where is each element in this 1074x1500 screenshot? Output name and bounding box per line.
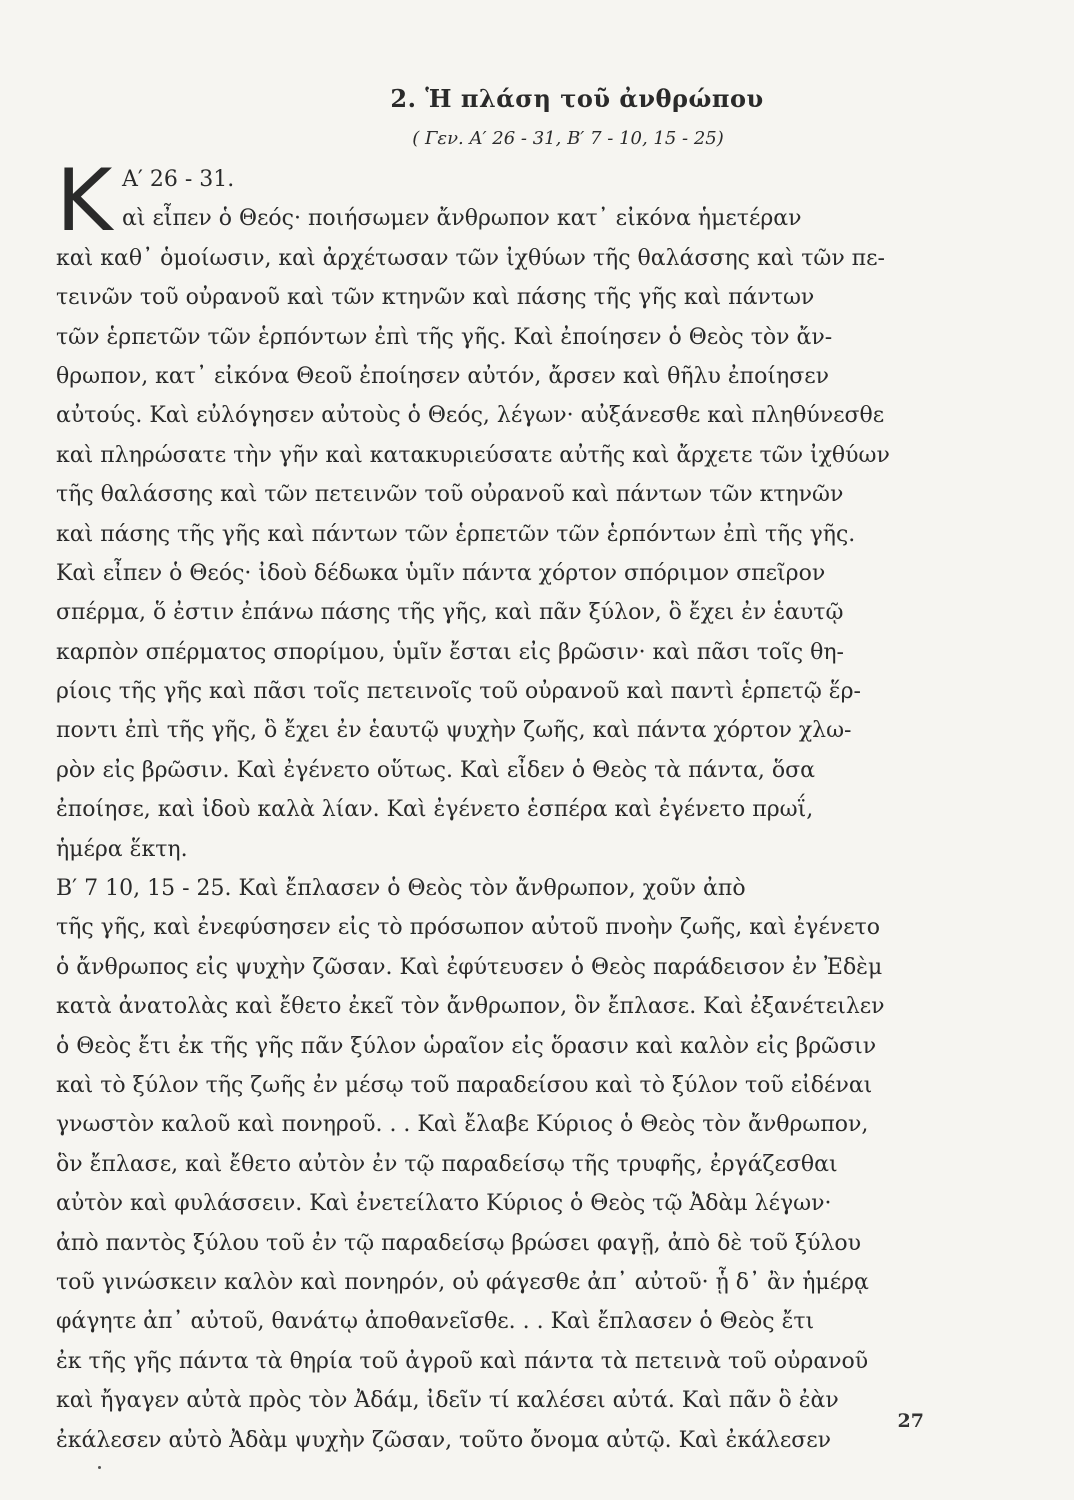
scripture-reference: ( Γεν. Α′ 26 - 31, Β′ 7 - 10, 15 - 25) (412, 128, 724, 149)
text-line-21: ὁ ἄνθρωπος εἰς ψυχὴν ζῶσαν. Καὶ ἐφύτευσεν ὁ Θεὸς παράδεισον ἐν Ἐδὲμ (56, 954, 883, 980)
text-line-3: καὶ καθ᾽ ὁμοίωσιν, καὶ ἀρχέτωσαν τῶν ἰχθύων τῆς θαλάσσης καὶ τῶν πε- (56, 245, 885, 271)
text-line-23: ὁ Θεὸς ἔτι ἐκ τῆς γῆς πᾶν ξύλον ὡραῖον εἰς ὅρασιν καὶ καλὸν εἰς βρῶσιν (56, 1033, 877, 1059)
text-line-6: θρωπον, κατ᾽ εἰκόνα Θεοῦ ἐποίησεν αὐτόν, ἄρσεν καὶ θῆλυ ἐποίησεν (56, 363, 829, 389)
text-line-17: ἐποίησε, καὶ ἰδοὺ καλὰ λίαν. Καὶ ἐγένετο ἑσπέρα καὶ ἐγένετο πρωΐ, (56, 797, 814, 823)
section-title: 2. Ἡ πλάση τοῦ ἀνθρώπου (390, 84, 764, 113)
text-line-26: ὃν ἔπλασε, καὶ ἔθετο αὐτὸν ἐν τῷ παραδείσῳ τῆς τρυφῆς, ἐργάζεσθαι (56, 1151, 838, 1177)
text-line-29: τοῦ γινώσκειν καλὸν καὶ πονηρόν, οὐ φάγεσθε ἀπ᾽ αὐτοῦ· ᾗ δ᾽ ἂν ἡμέρᾳ (56, 1269, 869, 1295)
drop-cap: K (56, 151, 113, 251)
text-line-14: ρίοις τῆς γῆς καὶ πᾶσι τοῖς πετεινοῖς τοῦ οὐρανοῦ καὶ παντὶ ἑρπετῷ ἕρ- (56, 679, 861, 705)
text-line-2 (56, 199, 934, 238)
text-line-33: ἐκάλεσεν αὐτὸ Ἀδὰμ ψυχὴν ζῶσαν, τοῦτο ὄνομα αὐτῷ. Καὶ ἐκάλεσεν (56, 1427, 832, 1453)
text-line-13: καρπὸν σπέρματος σπορίμου, ὑμῖν ἔσται εἰς βρῶσιν· καὶ πᾶσι τοῖς θη- (56, 639, 844, 665)
text-line-5: τῶν ἑρπετῶν τῶν ἑρπόντων ἐπὶ τῆς γῆς. Καὶ ἐποίησεν ὁ Θεὸς τὸν ἄν- (56, 324, 833, 350)
text-line-15: ποντι ἐπὶ τῆς γῆς, ὃ ἔχει ἐν ἑαυτῷ ψυχὴν ζωῆς, καὶ πάντα χόρτον χλω- (56, 718, 852, 744)
text-line-9: τῆς θαλάσσης καὶ τῶν πετεινῶν τοῦ οὐρανοῦ καὶ πάντων τῶν κτηνῶν (56, 482, 844, 508)
text-line-19: Β′ 7 10, 15 - 25. Καὶ ἔπλασεν ὁ Θεὸς τὸν ἄνθρωπον, χοῦν ἀπὸ (56, 876, 746, 902)
body-text (56, 151, 934, 1460)
text-line-12: σπέρμα, ὅ ἐστιν ἐπάνω πάσης τῆς γῆς, καὶ πᾶν ξύλον, ὃ ἔχει ἐν ἑαυτῷ (56, 600, 844, 626)
text-line-22: κατὰ ἀνατολὰς καὶ ἔθετο ἐκεῖ τὸν ἄνθρωπον, ὃν ἔπλασε. Καὶ ἐξανέτειλεν (56, 994, 885, 1020)
line-text: αὶ εἶπεν ὁ Θεός· ποιήσωμεν ἄνθρωπον κατ᾽ εἰκόνα ἡμετέραν (122, 206, 802, 232)
text-line-16: ρὸν εἰς βρῶσιν. Καὶ ἐγένετο οὕτως. Καὶ εἶδεν ὁ Θεὸς τὰ πάντα, ὅσα (56, 757, 815, 783)
print-speck (98, 1466, 101, 1469)
text-line-32: καὶ ἤγαγεν αὐτὰ πρὸς τὸν Ἀδάμ, ἰδεῖν τί καλέσει αὐτά. Καὶ πᾶν ὃ ἐὰν (56, 1388, 839, 1414)
text-line-25: γνωστὸν καλοῦ καὶ πονηροῦ. . . Καὶ ἔλαβε Κύριος ὁ Θεὸς τὸν ἄνθρωπον, (56, 1112, 869, 1138)
text-line-18: ἡμέρα ἕκτη. (56, 836, 188, 862)
text-line-30: φάγητε ἀπ᾽ αὐτοῦ, θανάτῳ ἀποθανεῖσθε. . . Καὶ ἔπλασεν ὁ Θεὸς ἔτι (56, 1309, 815, 1335)
text-line-24: καὶ τὸ ξύλον τῆς ζωῆς ἐν μέσῳ τοῦ παραδείσου καὶ τὸ ξύλον τοῦ εἰδέναι (56, 1072, 873, 1098)
page-number: 27 (897, 1410, 924, 1432)
text-line-27: αὐτὸν καὶ φυλάσσειν. Καὶ ἐνετείλατο Κύριος ὁ Θεὸς τῷ Ἀδὰμ λέγων· (56, 1191, 832, 1217)
text-line-31: ἐκ τῆς γῆς πάντα τὰ θηρία τοῦ ἀγροῦ καὶ πάντα τὰ πετεινὰ τοῦ οὐρανοῦ (56, 1348, 869, 1374)
line-text: Α′ 26 - 31. (122, 167, 235, 192)
text-line-11: Καὶ εἶπεν ὁ Θεός· ἰδοὺ δέδωκα ὑμῖν πάντα χόρτον σπόριμον σπεῖρον (56, 560, 826, 586)
text-line-10: καὶ πάσης τῆς γῆς καὶ πάντων τῶν ἑρπετῶν τῶν ἑρπόντων ἐπὶ τῆς γῆς. (56, 521, 856, 547)
text-line-28: ἀπὸ παντὸς ξύλου τοῦ ἐν τῷ παραδείσῳ βρώσει φαγῇ, ἀπὸ δὲ τοῦ ξύλου (56, 1230, 862, 1256)
text-line-8: καὶ πληρώσατε τὴν γῆν καὶ κατακυριεύσατε αὐτῆς καὶ ἄρχετε τῶν ἰχθύων (56, 442, 890, 468)
text-line-4: τεινῶν τοῦ οὐρανοῦ καὶ τῶν κτηνῶν καὶ πάσης τῆς γῆς καὶ πάντων (56, 285, 815, 311)
text-line-7: αὐτούς. Καὶ εὐλόγησεν αὐτοὺς ὁ Θεός, λέγων· αὐξάνεσθε καὶ πληθύνεσθε (56, 403, 885, 429)
text-line-20: τῆς γῆς, καὶ ἐνεφύσησεν εἰς τὸ πρόσωπον αὐτοῦ πνοὴν ζωῆς, καὶ ἐγένετο (56, 915, 881, 941)
